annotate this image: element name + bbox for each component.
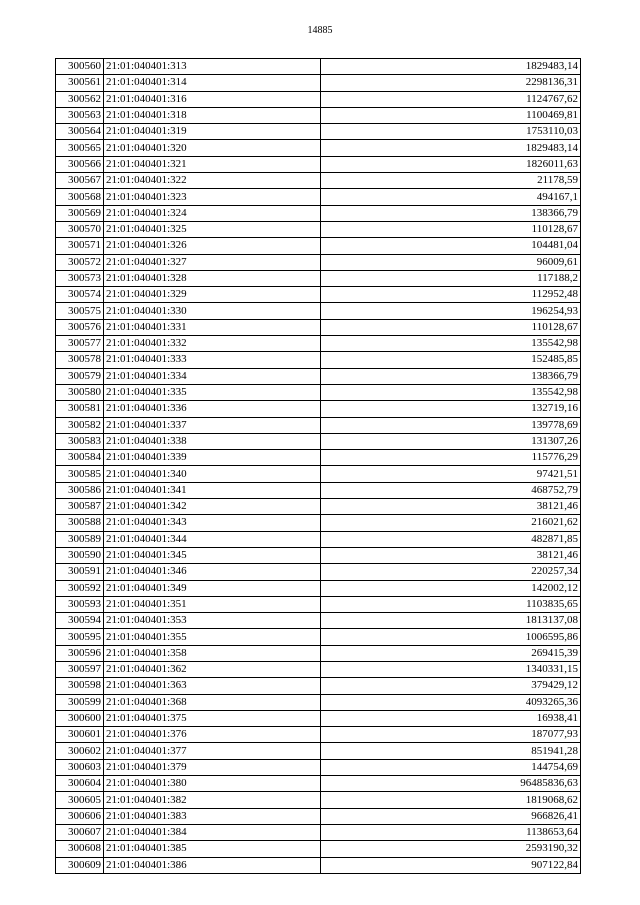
cadastral-value: 1813137,08 [320, 613, 580, 629]
table-row [56, 254, 581, 270]
row-number: 300594 [56, 613, 104, 629]
table-row [56, 319, 581, 335]
row-number: 300586 [56, 482, 104, 498]
cadastral-value: 1100469,81 [320, 107, 580, 123]
cadastral-value: 117188,2 [320, 270, 580, 286]
page-number: 14885 [307, 25, 333, 36]
cadastral-number: 21:01:040401:336 [104, 401, 321, 417]
cadastral-value: 1753110,03 [320, 124, 580, 140]
cadastral-value: 110128,67 [320, 221, 580, 237]
cadastral-value: 196254,93 [320, 303, 580, 319]
cadastral-value: 2593190,32 [320, 841, 580, 857]
cadastral-number: 21:01:040401:316 [104, 91, 321, 107]
row-number: 300580 [56, 384, 104, 400]
row-number: 300600 [56, 710, 104, 726]
row-number: 300595 [56, 629, 104, 645]
cadastral-value: 1826011,63 [320, 156, 580, 172]
cadastral-value: 1138653,64 [320, 824, 580, 840]
cadastral-number: 21:01:040401:342 [104, 499, 321, 515]
cadastral-value: 142002,12 [320, 580, 580, 596]
table-row [56, 287, 581, 303]
cadastral-value: 2298136,31 [320, 75, 580, 91]
cadastral-number: 21:01:040401:383 [104, 808, 321, 824]
cadastral-value: 216021,62 [320, 515, 580, 531]
table-row [56, 384, 581, 400]
row-number: 300582 [56, 417, 104, 433]
table-row [56, 107, 581, 123]
row-number: 300577 [56, 336, 104, 352]
cadastral-number: 21:01:040401:355 [104, 629, 321, 645]
cadastral-value: 1124767,62 [320, 91, 580, 107]
cadastral-number: 21:01:040401:345 [104, 547, 321, 563]
row-number: 300565 [56, 140, 104, 156]
table-row [56, 189, 581, 205]
row-number: 300583 [56, 433, 104, 449]
cadastral-number: 21:01:040401:329 [104, 287, 321, 303]
cadastral-number: 21:01:040401:339 [104, 450, 321, 466]
row-number: 300567 [56, 173, 104, 189]
cadastral-number: 21:01:040401:343 [104, 515, 321, 531]
cadastral-value: 112952,48 [320, 287, 580, 303]
cadastral-value: 104481,04 [320, 238, 580, 254]
cadastral-value: 96009,61 [320, 254, 580, 270]
table-row [56, 661, 581, 677]
row-number: 300571 [56, 238, 104, 254]
table-row [56, 368, 581, 384]
cadastral-number: 21:01:040401:379 [104, 759, 321, 775]
cadastral-number: 21:01:040401:338 [104, 433, 321, 449]
row-number: 300568 [56, 189, 104, 205]
row-number: 300584 [56, 450, 104, 466]
cadastral-number: 21:01:040401:327 [104, 254, 321, 270]
table-row [56, 629, 581, 645]
cadastral-number: 21:01:040401:320 [104, 140, 321, 156]
row-number: 300581 [56, 401, 104, 417]
cadastral-value: 468752,79 [320, 482, 580, 498]
cadastral-number: 21:01:040401:382 [104, 792, 321, 808]
cadastral-value-table [55, 58, 581, 874]
cadastral-number: 21:01:040401:380 [104, 776, 321, 792]
table-row [56, 482, 581, 498]
cadastral-value: 1829483,14 [320, 140, 580, 156]
cadastral-value: 851941,28 [320, 743, 580, 759]
row-number: 300569 [56, 205, 104, 221]
table-row [56, 710, 581, 726]
table-row [56, 727, 581, 743]
cadastral-number: 21:01:040401:363 [104, 678, 321, 694]
row-number: 300601 [56, 727, 104, 743]
row-number: 300606 [56, 808, 104, 824]
row-number: 300566 [56, 156, 104, 172]
cadastral-value: 115776,29 [320, 450, 580, 466]
row-number: 300593 [56, 596, 104, 612]
cadastral-number: 21:01:040401:323 [104, 189, 321, 205]
row-number: 300603 [56, 759, 104, 775]
cadastral-number: 21:01:040401:358 [104, 645, 321, 661]
table-row [56, 743, 581, 759]
cadastral-number: 21:01:040401:386 [104, 857, 321, 873]
table-row [56, 499, 581, 515]
cadastral-number: 21:01:040401:314 [104, 75, 321, 91]
table-row [56, 59, 581, 75]
table-row [56, 792, 581, 808]
cadastral-number: 21:01:040401:322 [104, 173, 321, 189]
cadastral-value: 144754,69 [320, 759, 580, 775]
table-row [56, 238, 581, 254]
table-row [56, 841, 581, 857]
row-number: 300587 [56, 499, 104, 515]
row-number: 300575 [56, 303, 104, 319]
cadastral-number: 21:01:040401:340 [104, 466, 321, 482]
cadastral-value: 110128,67 [320, 319, 580, 335]
row-number: 300578 [56, 352, 104, 368]
cadastral-value: 4093265,36 [320, 694, 580, 710]
cadastral-value: 38121,46 [320, 547, 580, 563]
row-number: 300573 [56, 270, 104, 286]
cadastral-number: 21:01:040401:344 [104, 531, 321, 547]
cadastral-number: 21:01:040401:321 [104, 156, 321, 172]
table-body [56, 59, 581, 874]
row-number: 300609 [56, 857, 104, 873]
table-row [56, 433, 581, 449]
row-number: 300596 [56, 645, 104, 661]
cadastral-number: 21:01:040401:384 [104, 824, 321, 840]
cadastral-value: 269415,39 [320, 645, 580, 661]
cadastral-number: 21:01:040401:324 [104, 205, 321, 221]
cadastral-value: 379429,12 [320, 678, 580, 694]
cadastral-value: 138366,79 [320, 205, 580, 221]
table-row [56, 270, 581, 286]
row-number: 300563 [56, 107, 104, 123]
cadastral-number: 21:01:040401:328 [104, 270, 321, 286]
row-number: 300588 [56, 515, 104, 531]
table-row [56, 613, 581, 629]
row-number: 300572 [56, 254, 104, 270]
table-row [56, 140, 581, 156]
row-number: 300597 [56, 661, 104, 677]
row-number: 300605 [56, 792, 104, 808]
table-row [56, 759, 581, 775]
row-number: 300607 [56, 824, 104, 840]
cadastral-value: 1340331,15 [320, 661, 580, 677]
cadastral-number: 21:01:040401:318 [104, 107, 321, 123]
table-row [56, 303, 581, 319]
cadastral-value: 220257,34 [320, 564, 580, 580]
cadastral-value: 187077,93 [320, 727, 580, 743]
table-row [56, 580, 581, 596]
row-number: 300562 [56, 91, 104, 107]
cadastral-number: 21:01:040401:351 [104, 596, 321, 612]
cadastral-number: 21:01:040401:346 [104, 564, 321, 580]
table-row [56, 156, 581, 172]
cadastral-value: 907122,84 [320, 857, 580, 873]
row-number: 300579 [56, 368, 104, 384]
cadastral-number: 21:01:040401:326 [104, 238, 321, 254]
cadastral-number: 21:01:040401:335 [104, 384, 321, 400]
table-row [56, 450, 581, 466]
table-row [56, 824, 581, 840]
table-row [56, 776, 581, 792]
cadastral-value: 494167,1 [320, 189, 580, 205]
cadastral-number: 21:01:040401:375 [104, 710, 321, 726]
row-number: 300576 [56, 319, 104, 335]
cadastral-value: 1829483,14 [320, 59, 580, 75]
table-row [56, 531, 581, 547]
cadastral-value: 97421,51 [320, 466, 580, 482]
cadastral-value: 96485836,63 [320, 776, 580, 792]
cadastral-value: 38121,46 [320, 499, 580, 515]
row-number: 300561 [56, 75, 104, 91]
table-row [56, 808, 581, 824]
cadastral-number: 21:01:040401:376 [104, 727, 321, 743]
cadastral-number: 21:01:040401:353 [104, 613, 321, 629]
row-number: 300560 [56, 59, 104, 75]
cadastral-value: 139778,69 [320, 417, 580, 433]
cadastral-value: 21178,59 [320, 173, 580, 189]
table-row [56, 417, 581, 433]
table-row [56, 221, 581, 237]
row-number: 300604 [56, 776, 104, 792]
table-row [56, 205, 581, 221]
table-row [56, 694, 581, 710]
table-row [56, 645, 581, 661]
row-number: 300608 [56, 841, 104, 857]
cadastral-value: 132719,16 [320, 401, 580, 417]
cadastral-number: 21:01:040401:319 [104, 124, 321, 140]
cadastral-value: 16938,41 [320, 710, 580, 726]
cadastral-value: 138366,79 [320, 368, 580, 384]
row-number: 300592 [56, 580, 104, 596]
cadastral-value: 1819068,62 [320, 792, 580, 808]
cadastral-value: 131307,26 [320, 433, 580, 449]
row-number: 300599 [56, 694, 104, 710]
row-number: 300585 [56, 466, 104, 482]
cadastral-number: 21:01:040401:362 [104, 661, 321, 677]
table-row [56, 678, 581, 694]
cadastral-value: 135542,98 [320, 336, 580, 352]
cadastral-number: 21:01:040401:349 [104, 580, 321, 596]
row-number: 300564 [56, 124, 104, 140]
cadastral-value: 966826,41 [320, 808, 580, 824]
cadastral-number: 21:01:040401:332 [104, 336, 321, 352]
table-row [56, 564, 581, 580]
table-row [56, 173, 581, 189]
table-row [56, 466, 581, 482]
cadastral-number: 21:01:040401:368 [104, 694, 321, 710]
row-number: 300590 [56, 547, 104, 563]
cadastral-number: 21:01:040401:313 [104, 59, 321, 75]
table-row [56, 75, 581, 91]
row-number: 300598 [56, 678, 104, 694]
row-number: 300589 [56, 531, 104, 547]
row-number: 300591 [56, 564, 104, 580]
cadastral-value: 1006595,86 [320, 629, 580, 645]
cadastral-value: 135542,98 [320, 384, 580, 400]
row-number: 300602 [56, 743, 104, 759]
table-row [56, 596, 581, 612]
row-number: 300574 [56, 287, 104, 303]
cadastral-number: 21:01:040401:334 [104, 368, 321, 384]
table-row [56, 124, 581, 140]
cadastral-value: 152485,85 [320, 352, 580, 368]
table-row [56, 401, 581, 417]
cadastral-number: 21:01:040401:377 [104, 743, 321, 759]
cadastral-number: 21:01:040401:330 [104, 303, 321, 319]
cadastral-number: 21:01:040401:337 [104, 417, 321, 433]
cadastral-number: 21:01:040401:333 [104, 352, 321, 368]
table-row [56, 336, 581, 352]
table-row [56, 547, 581, 563]
table-row [56, 857, 581, 873]
table-row [56, 515, 581, 531]
cadastral-number: 21:01:040401:341 [104, 482, 321, 498]
cadastral-number: 21:01:040401:331 [104, 319, 321, 335]
table-row [56, 91, 581, 107]
cadastral-number: 21:01:040401:325 [104, 221, 321, 237]
cadastral-value: 1103835,65 [320, 596, 580, 612]
cadastral-value: 482871,85 [320, 531, 580, 547]
cadastral-number: 21:01:040401:385 [104, 841, 321, 857]
table-row [56, 352, 581, 368]
row-number: 300570 [56, 221, 104, 237]
